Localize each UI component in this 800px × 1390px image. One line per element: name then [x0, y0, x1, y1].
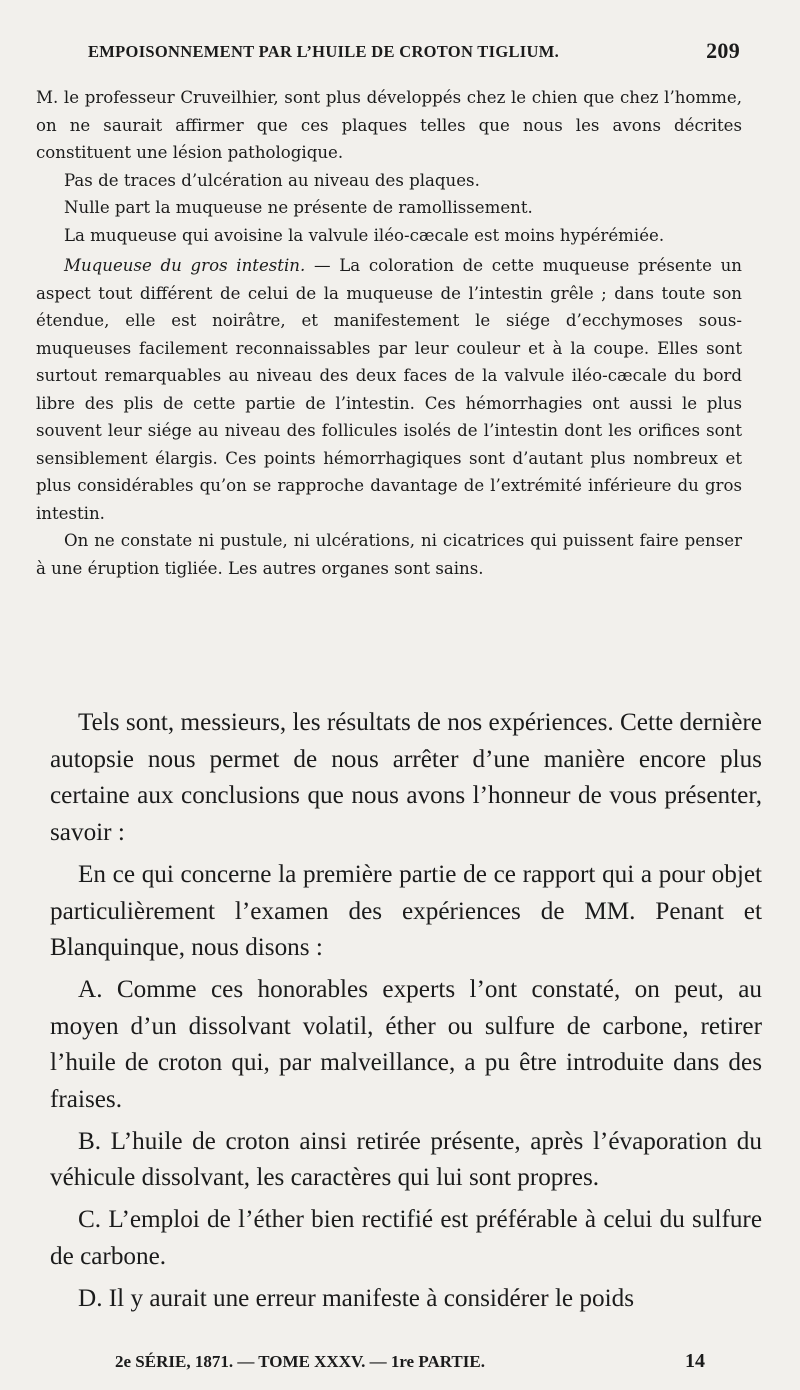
small-print-section — [36, 84, 742, 582]
paragraph-resultats: Tels sont, messieurs, les résultats de nos expériences. Cette dernière autopsie nous permet de nous arrêter d’une manière encore plus certaine aux conclusions que nous avons l’honneur de vous présenter, savoir : — [50, 709, 762, 847]
conclusion-b: B. L’huile de croton ainsi retirée présente, après l’évaporation du véhicule dissolvant, les caractères qui lui sont propres. — [50, 1127, 762, 1192]
paragraph-continuation: M. le professeur Cruveilhier, sont plus développés chez le chien que chez l’homme, on ne saurait affirmer que ces plaques telles que nous les avons décrites constituent une lésion pathologique. — [36, 88, 742, 162]
conclusion-c: C. L’emploi de l’éther bien rectifié est préférable à celui du sulfure de carbone. — [50, 1206, 762, 1270]
series-line: 2e SÉRIE, 1871. — TOME XXXV. — 1re PARTIE. — [115, 1352, 485, 1371]
paragraph-premiere-partie: En ce qui concerne la première partie de ce rapport qui a pour objet particulièrement l’examen des expériences de MM. Penant et Blanquinque, nous disons : — [50, 860, 762, 962]
paragraph-gros-intestin — [36, 252, 742, 527]
gros-intestin-text: — La coloration de cette muqueuse présente un aspect tout différent de celui de la muqueuse de l’intestin grêle ; dans toute son étendue, elle est noirâtre, et manifestement le siége d’ecchymoses sous-muqueuses facilement reconnaissables par leur couleur et à la coupe. Elles sont surtout remarquables au niveau des deux faces de la valvule iléo-cæcale du bord libre des plis de cette partie de l’intestin. Ces hémorrhagies ont aussi le plus souvent leur siége au niveau des follicules isolés de l’intestin dont les orifices sont sensiblement élargis. Ces points hémorrhagiques sont d’autant plus nombreux et plus considérables qu’on se rapproche davantage de l’extrémité inférieure du gros intestin. — [36, 256, 742, 523]
paragraph-pustule: On ne constate ni pustule, ni ulcérations, ni cicatrices qui puissent faire penser à une éruption tigliée. Les autres organes sont sains. — [36, 531, 742, 578]
signature-mark: 14 — [685, 1350, 705, 1372]
paragraph-ulceration: Pas de traces d’ulcération au niveau des plaques. — [64, 170, 480, 190]
paragraph-ramollissement: Nulle part la muqueuse ne présente de ramollissement. — [64, 198, 533, 217]
running-title: EMPOISONNEMENT PAR L’HUILE DE CROTON TIGLIUM. — [88, 42, 559, 61]
page-number: 209 — [706, 38, 740, 63]
paragraph-valvule: La muqueuse qui avoisine la valvule iléo-cæcale est moins hypérémiée. — [64, 225, 665, 245]
gros-intestin-heading: Muqueuse du gros intestin. — [64, 256, 306, 275]
conclusion-d: D. Il y aurait une erreur manifeste à considérer le poids — [78, 1284, 634, 1312]
conclusion-a: A. Comme ces honorables experts l’ont constaté, on peut, au moyen d’un dissolvant volatil, éther ou sulfure de carbone, retirer l’huile de croton qui, par malveillance, a pu être introduite dans des fraises. — [50, 975, 762, 1114]
conclusions-section — [50, 705, 762, 1317]
